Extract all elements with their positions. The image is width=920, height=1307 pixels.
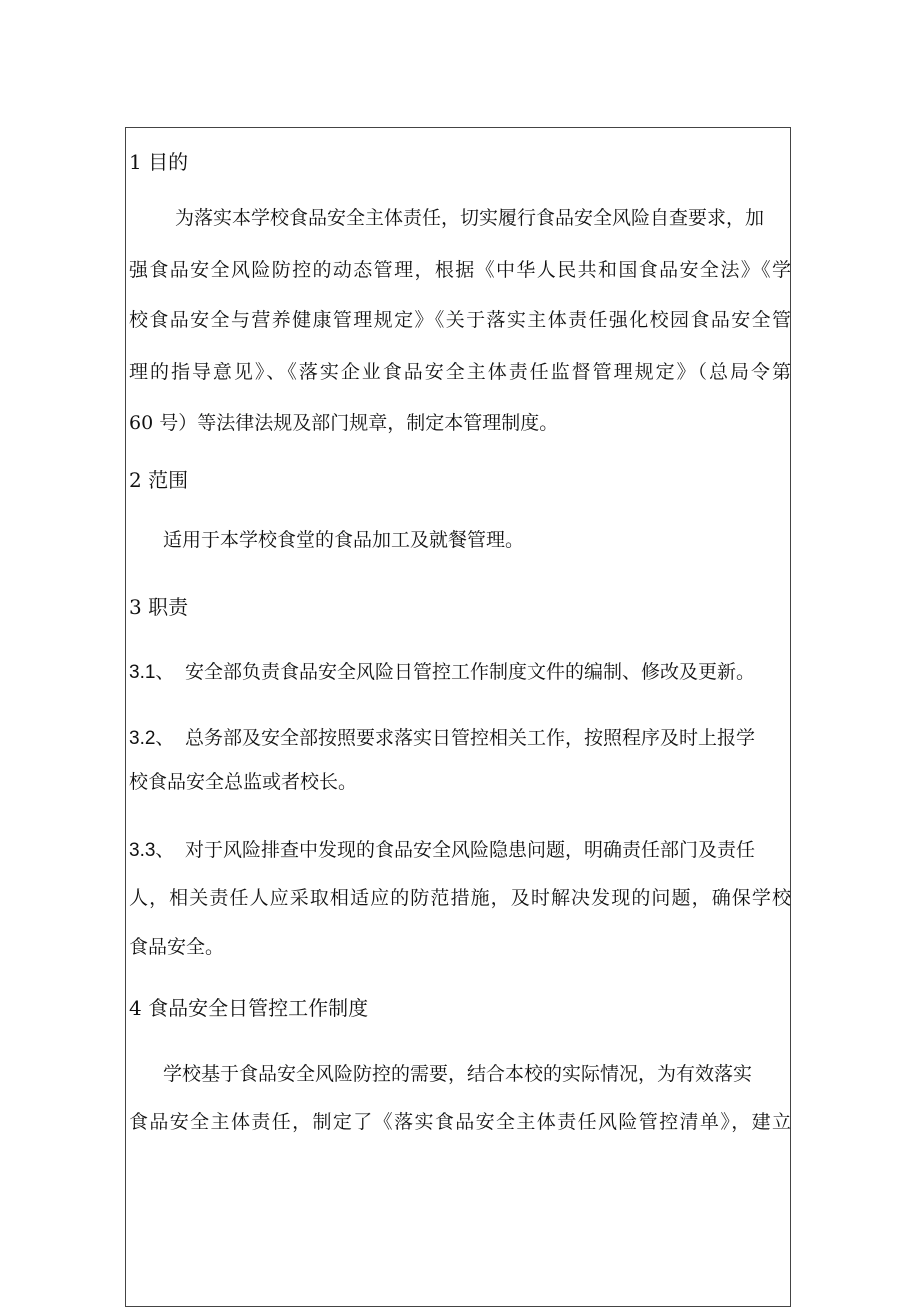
responsibility-item [129,835,791,865]
item-text-continuation: 食品安全。 [129,936,225,958]
section-4-paragraph-line: 学校基于食品安全风险防控的需要，结合本校的实际情况，为有效落实 [163,1063,753,1085]
section-1-heading: 1 目的 [129,150,189,174]
item-text: 对于风险排查中发现的食品安全风险隐患问题，明确责任部门及责任 [185,839,756,861]
item-number: 3.1、 [129,662,175,683]
item-number: 3.2、 [129,728,175,749]
item-text-continuation: 校食品安全总监或者校长。 [129,771,358,793]
responsibility-item [129,657,791,687]
item-text: 安全部负责食品安全风险日管控工作制度文件的编制、修改及更新。 [185,661,756,683]
section-3-heading: 3 职责 [129,595,189,619]
item-text: 总务部及安全部按照要求落实日管控相关工作，按照程序及时上报学 [185,727,756,749]
section-2-heading: 2 范围 [129,468,189,492]
section-4-paragraph-line: 食品安全主体责任，制定了《落实食品安全主体责任风险管控清单》，建立 [129,1111,791,1133]
section-1-paragraph-line: 为落实本学校食品安全主体责任，切实履行食品安全风险自查要求，加 [175,207,765,229]
section-4-heading: 4 食品安全日管控工作制度 [129,996,369,1020]
section-1-paragraph-line: 60 号）等法律法规及部门规章，制定本管理制度。 [129,412,559,434]
section-2-paragraph: 适用于本学校食堂的食品加工及就餐管理。 [163,529,525,551]
item-text-continuation: 人，相关责任人应采取相适应的防范措施，及时解决发现的问题，确保学校 [129,887,791,909]
responsibility-item [129,723,791,753]
item-number: 3.3、 [129,840,175,861]
section-1-paragraph-line: 强食品安全风险防控的动态管理，根据《中华人民共和国食品安全法》《学 [129,259,791,281]
section-1-paragraph-line: 理的指导意见》、《落实企业食品安全主体责任监督管理规定》（总局令第 [129,361,791,383]
section-1-paragraph-line: 校食品安全与营养健康管理规定》《关于落实主体责任强化校园食品安全管 [129,309,791,331]
